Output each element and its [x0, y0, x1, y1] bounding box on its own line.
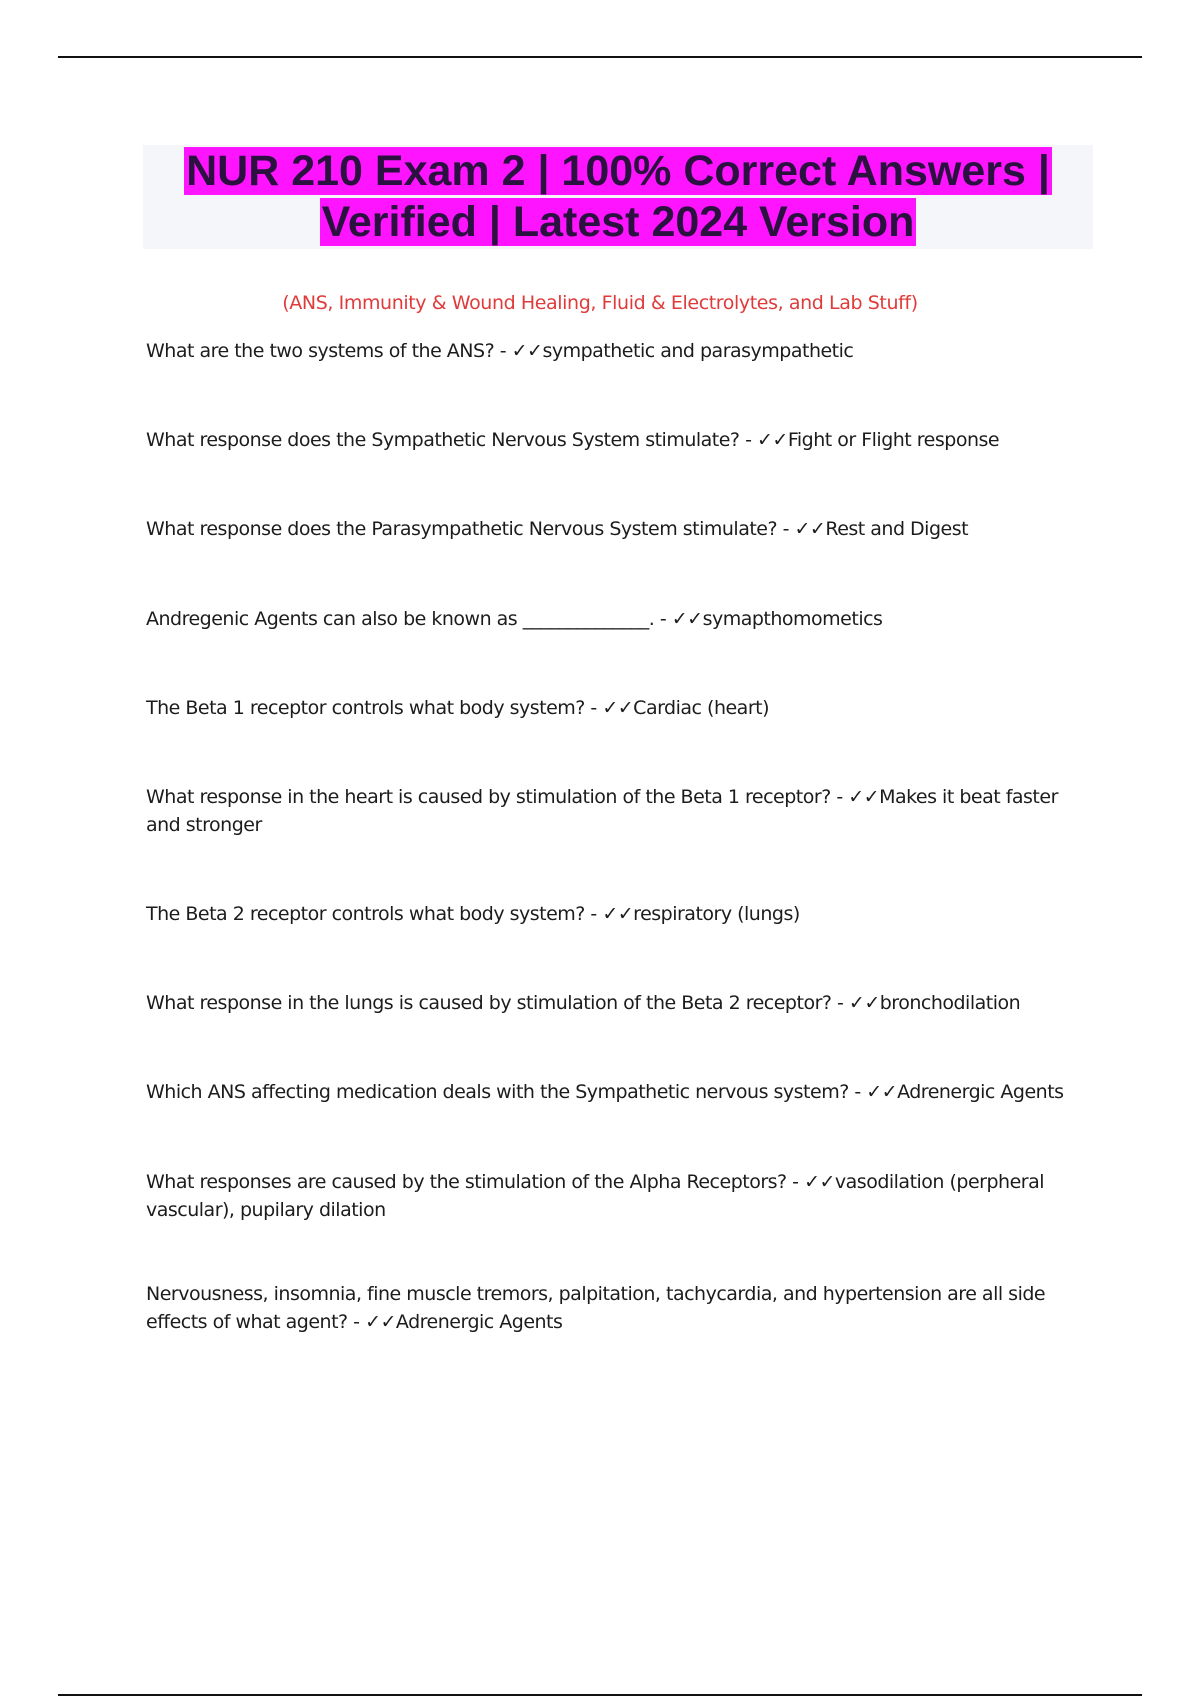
answer-text: Adrenergic Agents	[395, 1311, 563, 1333]
bottom-rule	[58, 1694, 1142, 1696]
question-text: What response in the lungs is caused by stimulation of the Beta 2 receptor?	[146, 992, 832, 1014]
qa-item	[146, 426, 1066, 454]
title-highlight: NUR 210 Exam 2 | 100% Correct Answers | Verified | Latest 2024 Version	[186, 147, 1050, 246]
answer-text: symapthomometics	[702, 608, 883, 630]
question-text: Which ANS affecting medication deals with the Sympathetic nervous system?	[146, 1081, 849, 1103]
top-rule	[58, 56, 1142, 58]
check-mark-icon: ✓✓	[794, 518, 826, 540]
question-text: Andregenic Agents can also be known as ______________.	[146, 608, 655, 630]
separator: -	[494, 340, 512, 362]
check-mark-icon: ✓✓	[511, 340, 543, 362]
check-mark-icon: ✓✓	[848, 786, 880, 808]
separator: -	[831, 992, 849, 1014]
question-text: What response does the Sympathetic Nervous System stimulate?	[146, 429, 740, 451]
check-mark-icon: ✓✓	[804, 1171, 835, 1193]
separator: -	[584, 697, 603, 719]
question-text: What response does the Parasympathetic Nervous System stimulate?	[146, 518, 778, 540]
answer-text: Cardiac (heart)	[633, 697, 769, 719]
qa-item	[146, 900, 1066, 928]
check-mark-icon: ✓✓	[848, 992, 880, 1014]
separator: -	[830, 786, 849, 808]
separator: -	[347, 1311, 366, 1333]
answer-text: Fight or Flight response	[787, 429, 1000, 451]
answer-text: vasodilation (perpheral vascular), pupilary dilation	[146, 1171, 1045, 1221]
document-subtitle: (ANS, Immunity & Wound Healing, Fluid & Electrolytes, and Lab Stuff)	[282, 292, 918, 314]
separator: -	[739, 429, 757, 451]
question-text: Nervousness, insomnia, fine muscle tremors, palpitation, tachycardia, and hypertension are all side effects of what agent?	[146, 1283, 1046, 1333]
qa-item	[146, 337, 1066, 365]
qa-item	[146, 515, 1066, 543]
question-text: What responses are caused by the stimulation of the Alpha Receptors?	[146, 1171, 787, 1193]
check-mark-icon: ✓✓	[866, 1081, 898, 1103]
document-title	[143, 146, 1093, 248]
qa-item	[146, 605, 1066, 633]
check-mark-icon: ✓✓	[602, 903, 634, 925]
question-text: The Beta 1 receptor controls what body system?	[146, 697, 585, 719]
separator: -	[777, 518, 795, 540]
check-mark-icon: ✓✓	[756, 429, 788, 451]
answer-text: Rest and Digest	[825, 518, 969, 540]
qa-item	[146, 1168, 1066, 1224]
answer-text: Adrenergic Agents	[897, 1081, 1064, 1103]
separator: -	[584, 903, 603, 925]
question-text: What are the two systems of the ANS?	[146, 340, 495, 362]
answer-text: sympathetic and parasympathetic	[542, 340, 854, 362]
answer-text: respiratory (lungs)	[633, 903, 800, 925]
question-text: The Beta 2 receptor controls what body system?	[146, 903, 585, 925]
separator: -	[654, 608, 672, 630]
check-mark-icon: ✓✓	[602, 697, 634, 719]
check-mark-icon: ✓✓	[365, 1311, 396, 1333]
answer-text: Makes it beat faster and stronger	[146, 786, 1058, 836]
separator: -	[848, 1081, 867, 1103]
answer-text: bronchodilation	[879, 992, 1021, 1014]
qa-item	[146, 694, 1066, 722]
qa-item	[146, 1078, 1066, 1106]
check-mark-icon: ✓✓	[671, 608, 703, 630]
separator: -	[786, 1171, 805, 1193]
qa-item	[146, 1280, 1066, 1336]
question-text: What response in the heart is caused by stimulation of the Beta 1 receptor?	[146, 786, 831, 808]
qa-item	[146, 989, 1066, 1017]
qa-item	[146, 783, 1066, 839]
